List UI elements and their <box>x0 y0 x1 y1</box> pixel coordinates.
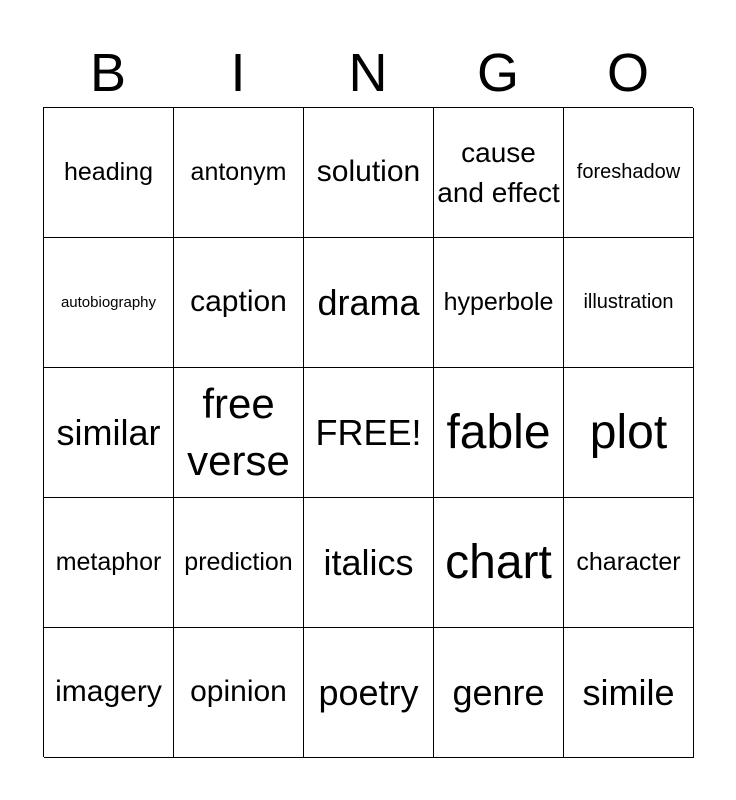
cell-label: character <box>576 548 681 577</box>
header-letter-n: N <box>348 43 388 103</box>
header-letter-i: I <box>230 43 246 103</box>
bingo-cell[interactable] <box>564 238 694 368</box>
bingo-board <box>43 107 693 757</box>
header-letter-g: G <box>476 43 519 103</box>
bingo-cell[interactable] <box>304 108 434 238</box>
cell-label: genre <box>452 671 545 713</box>
cell-label: drama <box>317 281 420 323</box>
bingo-cell[interactable] <box>434 628 564 758</box>
bingo-cell[interactable] <box>44 368 174 498</box>
bingo-cell[interactable] <box>44 238 174 368</box>
cell-label: heading <box>64 158 153 187</box>
cell-label: imagery <box>55 675 162 709</box>
cell-label: metaphor <box>55 548 162 577</box>
cell-label: plot <box>589 405 668 459</box>
bingo-cell[interactable] <box>434 108 564 238</box>
free-space-label: FREE! <box>315 411 422 453</box>
bingo-cell[interactable] <box>564 498 694 628</box>
header-letter-b: B <box>89 43 127 103</box>
bingo-cell[interactable] <box>564 368 694 498</box>
cell-label: autobiography <box>60 293 157 311</box>
cell-label: fable <box>446 405 551 459</box>
cell-label: illustration <box>583 291 674 313</box>
bingo-cell[interactable] <box>174 108 304 238</box>
bingo-cell[interactable] <box>174 628 304 758</box>
bingo-cell[interactable] <box>434 498 564 628</box>
bingo-cell[interactable] <box>564 108 694 238</box>
bingo-cell[interactable] <box>174 498 304 628</box>
bingo-cell[interactable] <box>434 368 564 498</box>
cell-label: simile <box>582 671 675 713</box>
cell-label: foreshadow <box>576 161 681 183</box>
bingo-cell[interactable] <box>44 108 174 238</box>
cell-label: prediction <box>184 548 293 577</box>
cell-label: poetry <box>318 671 419 713</box>
cell-label: antonym <box>190 158 287 187</box>
bingo-cell[interactable] <box>44 628 174 758</box>
bingo-cell[interactable] <box>304 628 434 758</box>
bingo-cell[interactable] <box>304 238 434 368</box>
cell-label: opinion <box>190 675 287 709</box>
bingo-cell[interactable] <box>564 628 694 758</box>
free-space-cell[interactable] <box>304 368 434 498</box>
cell-label: hyperbole <box>443 288 554 317</box>
cell-label: caption <box>190 285 287 319</box>
bingo-cell[interactable] <box>174 238 304 368</box>
cell-label: italics <box>323 541 414 583</box>
cell-label: free verse <box>187 379 290 484</box>
bingo-cell[interactable] <box>304 498 434 628</box>
header-letter-o: O <box>606 43 649 103</box>
cell-label: cause and effect <box>437 137 560 208</box>
bingo-cell[interactable] <box>174 368 304 498</box>
bingo-cell[interactable] <box>434 238 564 368</box>
bingo-header <box>43 40 693 106</box>
cell-label: similar <box>56 411 161 453</box>
cell-label: chart <box>445 535 552 589</box>
bingo-cell[interactable] <box>44 498 174 628</box>
cell-label: solution <box>316 155 421 189</box>
